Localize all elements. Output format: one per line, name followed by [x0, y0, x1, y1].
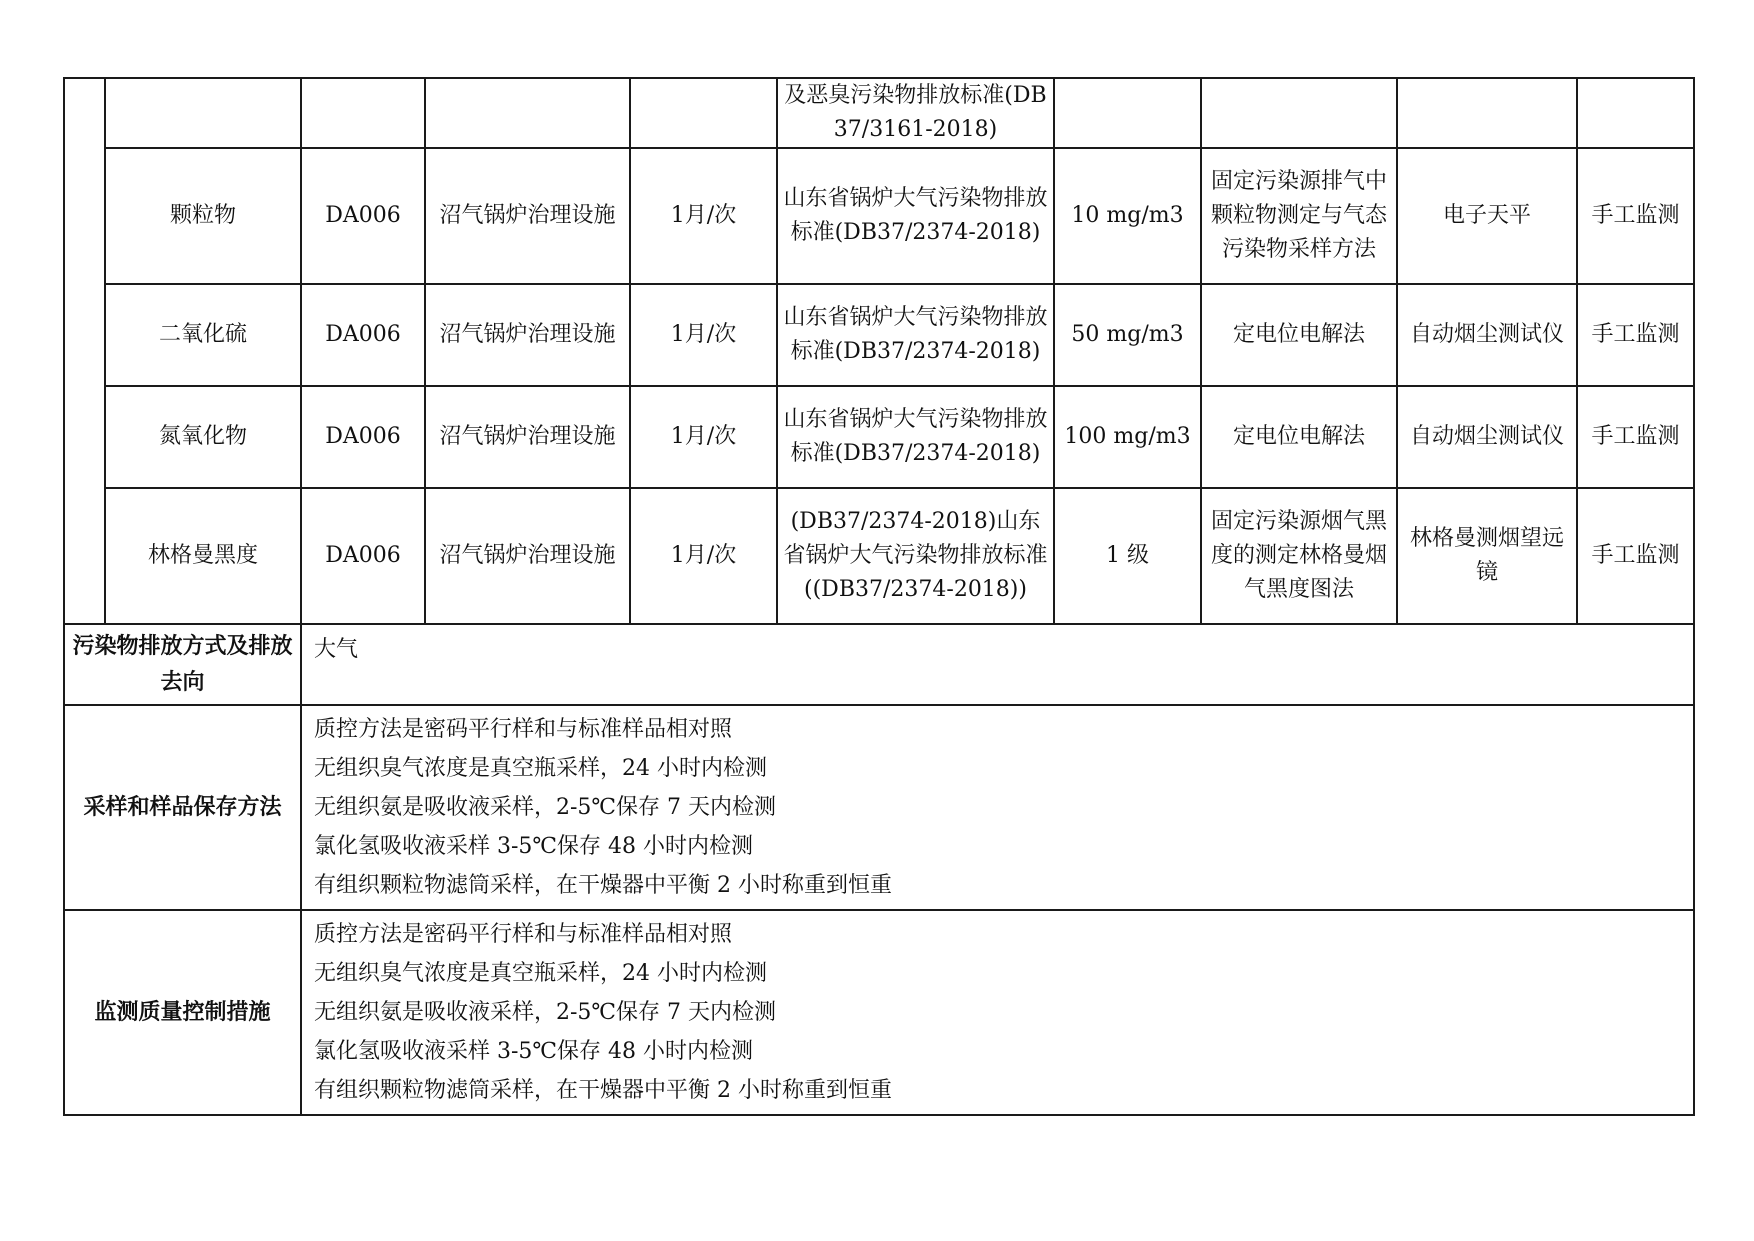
limit-cell: 100 mg/m3 — [1054, 386, 1201, 488]
facility-cell: 沼气锅炉治理设施 — [425, 488, 630, 624]
instrument-cell: 自动烟尘测试仪 — [1397, 386, 1577, 488]
standard-cell: (DB37/2374-2018)山东省锅炉大气污染物排放标准((DB37/2374-2018)) — [777, 488, 1054, 624]
instrument-cell: 林格曼测烟望远镜 — [1397, 488, 1577, 624]
standard-cell: 山东省锅炉大气污染物排放标准(DB37/2374-2018) — [777, 148, 1054, 284]
method-cell — [1201, 78, 1397, 148]
instrument-cell: 自动烟尘测试仪 — [1397, 284, 1577, 386]
method-cell: 固定污染源烟气黑度的测定林格曼烟气黑度图法 — [1201, 488, 1397, 624]
quality-row — [64, 910, 1694, 1115]
discharge-row — [64, 624, 1694, 705]
frequency-cell: 1月/次 — [630, 488, 777, 624]
mode-cell: 手工监测 — [1577, 284, 1694, 386]
quality-line: 质控方法是密码平行样和与标准样品相对照 — [314, 922, 733, 947]
category-cell — [64, 78, 105, 624]
discharge-label: 污染物排放方式及排放去向 — [64, 624, 301, 705]
table-row — [64, 488, 1694, 624]
frequency-cell: 1月/次 — [630, 386, 777, 488]
limit-cell — [1054, 78, 1201, 148]
sampling-line: 无组织氨是吸收液采样，2-5℃保存 7 天内检测 — [314, 795, 777, 820]
standard-cell: 及恶臭污染物排放标准(DB37/3161-2018) — [777, 78, 1054, 148]
outlet-cell: DA006 — [301, 488, 425, 624]
pollutant-cell: 二氧化硫 — [105, 284, 301, 386]
mode-cell: 手工监测 — [1577, 488, 1694, 624]
instrument-cell: 电子天平 — [1397, 148, 1577, 284]
table-row — [64, 386, 1694, 488]
sampling-row — [64, 705, 1694, 910]
outlet-cell: DA006 — [301, 284, 425, 386]
sampling-line: 氯化氢吸收液采样 3-5℃保存 48 小时内检测 — [314, 834, 754, 859]
discharge-value: 大气 — [301, 624, 1694, 705]
quality-line: 有组织颗粒物滤筒采样，在干燥器中平衡 2 小时称重到恒重 — [314, 1078, 892, 1103]
pollutant-cell: 林格曼黑度 — [105, 488, 301, 624]
mode-cell: 手工监测 — [1577, 148, 1694, 284]
quality-line: 氯化氢吸收液采样 3-5℃保存 48 小时内检测 — [314, 1039, 754, 1064]
table-row — [64, 148, 1694, 284]
method-cell: 固定污染源排气中颗粒物测定与气态污染物采样方法 — [1201, 148, 1397, 284]
table-row — [64, 284, 1694, 386]
quality-body — [301, 910, 1694, 1115]
frequency-cell — [630, 78, 777, 148]
mode-cell: 手工监测 — [1577, 386, 1694, 488]
facility-cell: 沼气锅炉治理设施 — [425, 148, 630, 284]
standard-cell: 山东省锅炉大气污染物排放标准(DB37/2374-2018) — [777, 284, 1054, 386]
outlet-cell: DA006 — [301, 386, 425, 488]
table-row-continuation — [64, 78, 1694, 148]
pollutant-cell: 氮氧化物 — [105, 386, 301, 488]
limit-cell: 10 mg/m3 — [1054, 148, 1201, 284]
sampling-line: 质控方法是密码平行样和与标准样品相对照 — [314, 717, 733, 742]
sampling-label: 采样和样品保存方法 — [64, 705, 301, 910]
method-cell: 定电位电解法 — [1201, 386, 1397, 488]
facility-cell: 沼气锅炉治理设施 — [425, 386, 630, 488]
mode-cell — [1577, 78, 1694, 148]
frequency-cell: 1月/次 — [630, 148, 777, 284]
sampling-body — [301, 705, 1694, 910]
quality-line: 无组织氨是吸收液采样，2-5℃保存 7 天内检测 — [314, 1000, 777, 1025]
standard-cell: 山东省锅炉大气污染物排放标准(DB37/2374-2018) — [777, 386, 1054, 488]
limit-cell: 1 级 — [1054, 488, 1201, 624]
facility-cell — [425, 78, 630, 148]
limit-cell: 50 mg/m3 — [1054, 284, 1201, 386]
pollutant-cell — [105, 78, 301, 148]
pollutant-cell: 颗粒物 — [105, 148, 301, 284]
outlet-cell: DA006 — [301, 148, 425, 284]
outlet-cell — [301, 78, 425, 148]
monitoring-table — [63, 77, 1695, 1116]
sampling-line: 无组织臭气浓度是真空瓶采样，24 小时内检测 — [314, 756, 767, 781]
frequency-cell: 1月/次 — [630, 284, 777, 386]
instrument-cell — [1397, 78, 1577, 148]
quality-label: 监测质量控制措施 — [64, 910, 301, 1115]
facility-cell: 沼气锅炉治理设施 — [425, 284, 630, 386]
sampling-line: 有组织颗粒物滤筒采样，在干燥器中平衡 2 小时称重到恒重 — [314, 873, 892, 898]
method-cell: 定电位电解法 — [1201, 284, 1397, 386]
quality-line: 无组织臭气浓度是真空瓶采样，24 小时内检测 — [314, 961, 767, 986]
